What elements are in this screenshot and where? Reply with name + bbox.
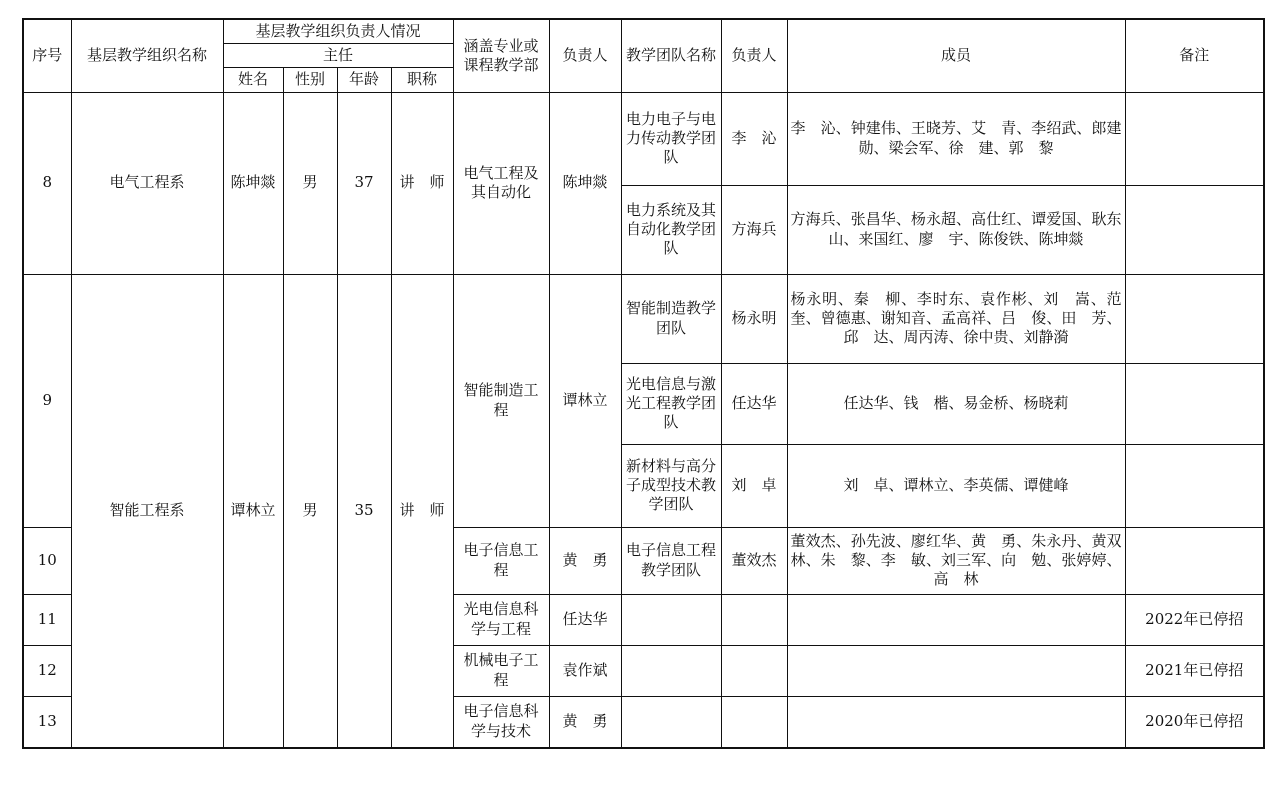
cell-director-age: 35 — [337, 274, 391, 748]
cell-director-age: 37 — [337, 92, 391, 274]
cell-members: 刘 卓、谭林立、李英儒、谭健峰 — [787, 444, 1125, 527]
cell-team-leader: 李 沁 — [721, 92, 787, 185]
cell-team-leader: 刘 卓 — [721, 444, 787, 527]
cell-members: 任达华、钱 楷、易金桥、杨晓莉 — [787, 363, 1125, 444]
cell-team-name: 电子信息工程教学团队 — [621, 527, 721, 594]
cell-remark: 2022年已停招 — [1125, 594, 1264, 645]
cell-team-name: 新材料与高分子成型技术教学团队 — [621, 444, 721, 527]
table-row — [23, 274, 1264, 363]
header-org-name: 基层教学组织名称 — [71, 19, 223, 92]
cell-team-name: 电力系统及其自动化教学团队 — [621, 185, 721, 274]
header-members: 成员 — [787, 19, 1125, 92]
cell-major-leader: 陈坤燚 — [549, 92, 621, 274]
cell-director-gender: 男 — [283, 274, 337, 748]
cell-director-name: 谭林立 — [223, 274, 283, 748]
cell-team-leader: 方海兵 — [721, 185, 787, 274]
cell-major-leader: 任达华 — [549, 594, 621, 645]
cell-seq: 10 — [23, 527, 71, 594]
header-seq: 序号 — [23, 19, 71, 92]
cell-team-leader: 董效杰 — [721, 527, 787, 594]
cell-team-leader — [721, 696, 787, 748]
cell-major-leader: 黄 勇 — [549, 527, 621, 594]
cell-remark — [1125, 363, 1264, 444]
header-title: 职称 — [391, 68, 453, 92]
header-remark: 备注 — [1125, 19, 1264, 92]
cell-team-name — [621, 696, 721, 748]
cell-major: 机械电子工程 — [453, 645, 549, 696]
header-gender: 性别 — [283, 68, 337, 92]
table-body — [23, 92, 1264, 748]
cell-team-name: 光电信息与激光工程教学团队 — [621, 363, 721, 444]
cell-org-name: 电气工程系 — [71, 92, 223, 274]
cell-major-leader: 袁作斌 — [549, 645, 621, 696]
cell-remark — [1125, 444, 1264, 527]
header-major-leader: 负责人 — [549, 19, 621, 92]
cell-major-leader: 黄 勇 — [549, 696, 621, 748]
header-name: 姓名 — [223, 68, 283, 92]
cell-remark — [1125, 274, 1264, 363]
cell-major: 电子信息工程 — [453, 527, 549, 594]
cell-major-leader: 谭林立 — [549, 274, 621, 527]
cell-team-leader: 杨永明 — [721, 274, 787, 363]
table-row — [23, 92, 1264, 185]
teaching-organization-table — [22, 18, 1265, 749]
cell-seq: 9 — [23, 274, 71, 527]
cell-remark: 2020年已停招 — [1125, 696, 1264, 748]
cell-team-name — [621, 645, 721, 696]
header-team-name: 教学团队名称 — [621, 19, 721, 92]
cell-seq: 13 — [23, 696, 71, 748]
cell-members — [787, 594, 1125, 645]
cell-team-name: 智能制造教学团队 — [621, 274, 721, 363]
cell-major: 智能制造工程 — [453, 274, 549, 527]
cell-director-title: 讲 师 — [391, 274, 453, 748]
cell-team-name: 电力电子与电力传动教学团队 — [621, 92, 721, 185]
cell-org-name: 智能工程系 — [71, 274, 223, 748]
cell-director-gender: 男 — [283, 92, 337, 274]
cell-team-name — [621, 594, 721, 645]
cell-director-title: 讲 师 — [391, 92, 453, 274]
cell-seq: 12 — [23, 645, 71, 696]
cell-remark — [1125, 527, 1264, 594]
cell-members: 董效杰、孙先波、廖红华、黄 勇、朱永丹、黄双林、朱 黎、李 敏、刘三军、向 勉、张婷婷、高 林 — [787, 527, 1125, 594]
cell-team-leader: 任达华 — [721, 363, 787, 444]
header-team-leader: 负责人 — [721, 19, 787, 92]
cell-seq: 11 — [23, 594, 71, 645]
cell-remark — [1125, 185, 1264, 274]
cell-seq: 8 — [23, 92, 71, 274]
cell-members: 方海兵、张昌华、杨永超、高仕红、谭爱国、耿东山、来国红、廖 宇、陈俊铁、陈坤燚 — [787, 185, 1125, 274]
table-header — [23, 19, 1264, 92]
cell-remark: 2021年已停招 — [1125, 645, 1264, 696]
header-majors: 涵盖专业或课程教学部 — [453, 19, 549, 92]
cell-major: 电子信息科学与技术 — [453, 696, 549, 748]
cell-members — [787, 645, 1125, 696]
cell-director-name: 陈坤燚 — [223, 92, 283, 274]
cell-members — [787, 696, 1125, 748]
cell-team-leader — [721, 594, 787, 645]
header-director: 主任 — [223, 44, 453, 68]
cell-remark — [1125, 92, 1264, 185]
header-age: 年龄 — [337, 68, 391, 92]
cell-team-leader — [721, 645, 787, 696]
header-leader-group: 基层教学组织负责人情况 — [223, 19, 453, 44]
cell-members: 李 沁、钟建伟、王晓芳、艾 青、李绍武、郎建勋、梁会军、徐 建、郭 黎 — [787, 92, 1125, 185]
cell-major: 光电信息科学与工程 — [453, 594, 549, 645]
header-row-1 — [23, 19, 1264, 44]
cell-members: 杨永明、秦 柳、李时东、袁作彬、刘 嵩、范 奎、曾德惠、谢知音、孟高祥、吕 俊、田 芳、邱 达、周丙涛、徐中贵、刘静漪 — [787, 274, 1125, 363]
cell-major: 电气工程及其自动化 — [453, 92, 549, 274]
